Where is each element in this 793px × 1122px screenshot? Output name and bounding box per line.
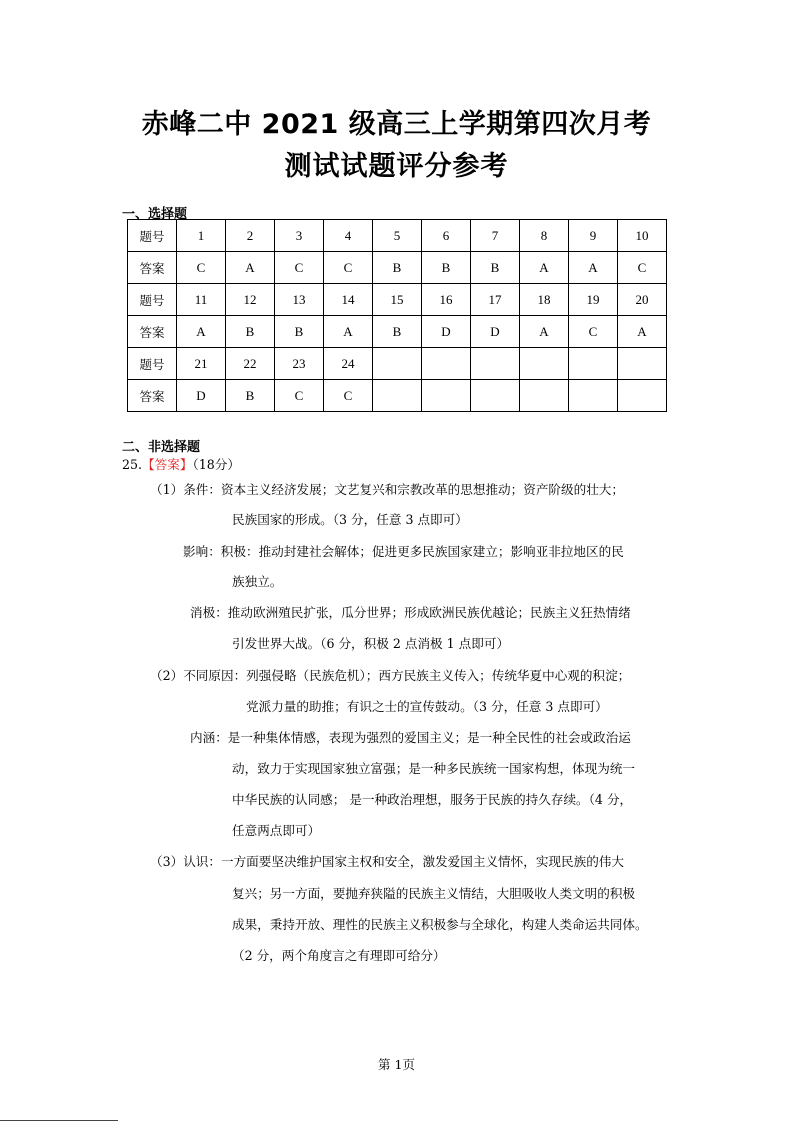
row-label-cell: 答案 — [128, 252, 177, 284]
table-cell — [618, 348, 667, 380]
question-number: 25. — [122, 457, 143, 472]
table-cell: 4 — [324, 220, 373, 252]
answer-line: （3）认识：一方面要坚决维护国家主权和安全，激发爱国主义情怀，实现民族的伟大 — [150, 854, 624, 869]
table-cell: C — [324, 380, 373, 412]
table-cell: A — [520, 316, 569, 348]
table-cell: C — [177, 252, 226, 284]
question-25-header — [122, 455, 240, 475]
answer-line: 引发世界大战。（6 分，积极 2 点消极 1 点即可） — [232, 636, 510, 651]
section-heading-choice: 一、选择题 — [122, 207, 188, 222]
table-cell: C — [275, 380, 324, 412]
table-cell: B — [226, 380, 275, 412]
answer-line: 中华民族的认同感； 是一种政治理想，服务于民族的持久存续。（4 分， — [232, 792, 633, 807]
answer-tag: 【答案】 — [142, 457, 193, 472]
question-score: （18分） — [192, 457, 240, 472]
table-row — [128, 220, 667, 252]
answer-line: 成果，秉持开放、理性的民族主义积极参与全球化，构建人类命运共同体。 — [232, 917, 648, 932]
table-cell: 16 — [422, 284, 471, 316]
table-cell: A — [177, 316, 226, 348]
table-cell: B — [373, 316, 422, 348]
table-cell: C — [324, 252, 373, 284]
table-cell — [471, 348, 520, 380]
row-label-cell: 题号 — [128, 220, 177, 252]
row-label-cell: 答案 — [128, 316, 177, 348]
table-cell: 6 — [422, 220, 471, 252]
table-cell: 15 — [373, 284, 422, 316]
table-cell: D — [471, 316, 520, 348]
table-cell: 13 — [275, 284, 324, 316]
table-cell: 21 — [177, 348, 226, 380]
table-cell: 22 — [226, 348, 275, 380]
table-cell — [520, 380, 569, 412]
table-cell: 3 — [275, 220, 324, 252]
table-cell: C — [569, 316, 618, 348]
table-cell: 10 — [618, 220, 667, 252]
table-cell: 8 — [520, 220, 569, 252]
page-subtitle: 测试试题评分参考 — [284, 151, 509, 182]
table-cell — [569, 380, 618, 412]
row-label-cell: 答案 — [128, 380, 177, 412]
answer-line: 任意两点即可） — [232, 823, 321, 838]
table-cell — [618, 380, 667, 412]
table-cell: 17 — [471, 284, 520, 316]
table-row — [128, 284, 667, 316]
answer-line: （2 分，两个角度言之有理即可给分） — [232, 948, 446, 963]
table-row — [128, 252, 667, 284]
table-cell: 2 — [226, 220, 275, 252]
page-number: 第 1页 — [378, 1057, 415, 1072]
table-row — [128, 348, 667, 380]
answer-line: 消极：推动欧洲殖民扩张，瓜分世界；形成欧洲民族优越论；民族主义狂热情绪 — [190, 605, 631, 620]
table-cell: A — [226, 252, 275, 284]
row-label-cell: 题号 — [128, 348, 177, 380]
section-heading-nonchoice: 二、非选择题 — [122, 440, 201, 455]
table-cell: B — [275, 316, 324, 348]
answer-line: 党派力量的助推；有识之士的宣传鼓动。（3 分，任意 3 点即可） — [246, 699, 608, 714]
table-cell: 18 — [520, 284, 569, 316]
table-cell: B — [471, 252, 520, 284]
table-cell — [373, 348, 422, 380]
table-cell: B — [373, 252, 422, 284]
table-row — [128, 316, 667, 348]
table-cell — [422, 380, 471, 412]
answer-line: 复兴；另一方面，要抛弃狭隘的民族主义情结，大胆吸收人类文明的积极 — [232, 886, 635, 901]
table-cell — [569, 348, 618, 380]
table-cell: 12 — [226, 284, 275, 316]
answer-line: 动，致力于实现国家独立富强；是一种多民族统一国家构想，体现为统一 — [232, 761, 635, 776]
answer-line: （1）条件：资本主义经济发展；文艺复兴和宗教改革的思想推动；资产阶级的壮大； — [150, 482, 624, 497]
answer-table — [127, 219, 667, 412]
table-cell: 20 — [618, 284, 667, 316]
table-cell — [422, 348, 471, 380]
table-row — [128, 380, 667, 412]
table-cell: 14 — [324, 284, 373, 316]
table-cell: A — [569, 252, 618, 284]
table-cell: 19 — [569, 284, 618, 316]
table-cell: C — [275, 252, 324, 284]
answer-line: 影响：积极：推动封建社会解体；促进更多民族国家建立；影响亚非拉地区的民 — [183, 544, 624, 559]
table-cell: A — [520, 252, 569, 284]
table-cell: B — [226, 316, 275, 348]
table-cell — [373, 380, 422, 412]
table-cell: 23 — [275, 348, 324, 380]
table-cell: B — [422, 252, 471, 284]
row-label-cell: 题号 — [128, 284, 177, 316]
table-cell: A — [618, 316, 667, 348]
table-cell: A — [324, 316, 373, 348]
table-cell: 9 — [569, 220, 618, 252]
table-cell — [520, 348, 569, 380]
answer-line: 内涵：是一种集体情感，表现为强烈的爱国主义；是一种全民性的社会或政治运 — [190, 730, 631, 745]
answer-line: （2）不同原因：列强侵略（民族危机）；西方民族主义传入；传统华夏中心观的积淀； — [150, 668, 631, 683]
table-cell: 7 — [471, 220, 520, 252]
page-title: 赤峰二中 2021 级高三上学期第四次月考 — [141, 109, 652, 140]
table-cell: D — [422, 316, 471, 348]
table-cell: 5 — [373, 220, 422, 252]
table-cell: C — [618, 252, 667, 284]
table-cell: 24 — [324, 348, 373, 380]
table-cell — [471, 380, 520, 412]
table-cell: 11 — [177, 284, 226, 316]
answer-line: 民族国家的形成。（3 分，任意 3 点即可） — [232, 512, 468, 527]
answer-line: 族独立。 — [232, 574, 283, 589]
footnote-divider — [0, 1120, 118, 1121]
table-cell: 1 — [177, 220, 226, 252]
table-cell: D — [177, 380, 226, 412]
